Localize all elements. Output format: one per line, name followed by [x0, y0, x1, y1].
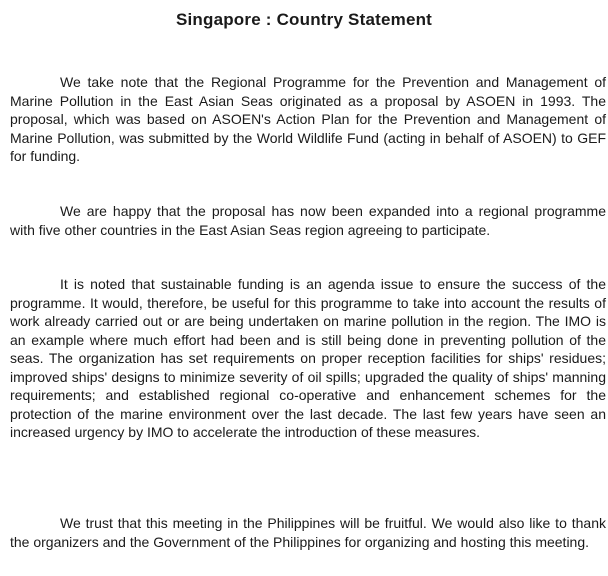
paragraph-funding: It is noted that sustainable funding is an agenda issue to ensure the success of the programme. It would, therefore, be useful for this programme to take into account the results of work already carried out or are being undertaken on marine pollution in the region. The IMO is an example where much effort had been and is still being done in preventing pollution of the seas. The organization has set requirements on proper reception facilities for ships' residues; improved ships' designs to minimize severity of oil spills; upgraded the quality of ships' manning requirements; and established regional co-operative and enhancement schemes for the protection of the marine environment over the last decade. The last few years have seen an increased urgency by IMO to accelerate the introduction of these measures. — [10, 276, 606, 440]
page-title: Singapore : Country Statement — [175, 10, 433, 29]
paragraph-expansion: We are happy that the proposal has now been expanded into a regional programme with five other countries in the East Asian Seas region agreeing to participate. — [10, 203, 606, 238]
paragraph-closing: We trust that this meeting in the Philippines will be fruitful. We would also like to thank the organizers and the Government of the Philippines for organizing and hosting this meeting. — [10, 515, 606, 550]
paragraph-origin: We take note that the Regional Programme for the Prevention and Management of Marine Pollution in the East Asian Seas originated as a proposal by ASOEN in 1993. The proposal, which was based on ASOEN's Action Plan for the Prevention and Management of Marine Pollution, was submitted by the World Wildlife Fund (acting in behalf of ASOEN) to GEF for funding. — [10, 74, 606, 164]
